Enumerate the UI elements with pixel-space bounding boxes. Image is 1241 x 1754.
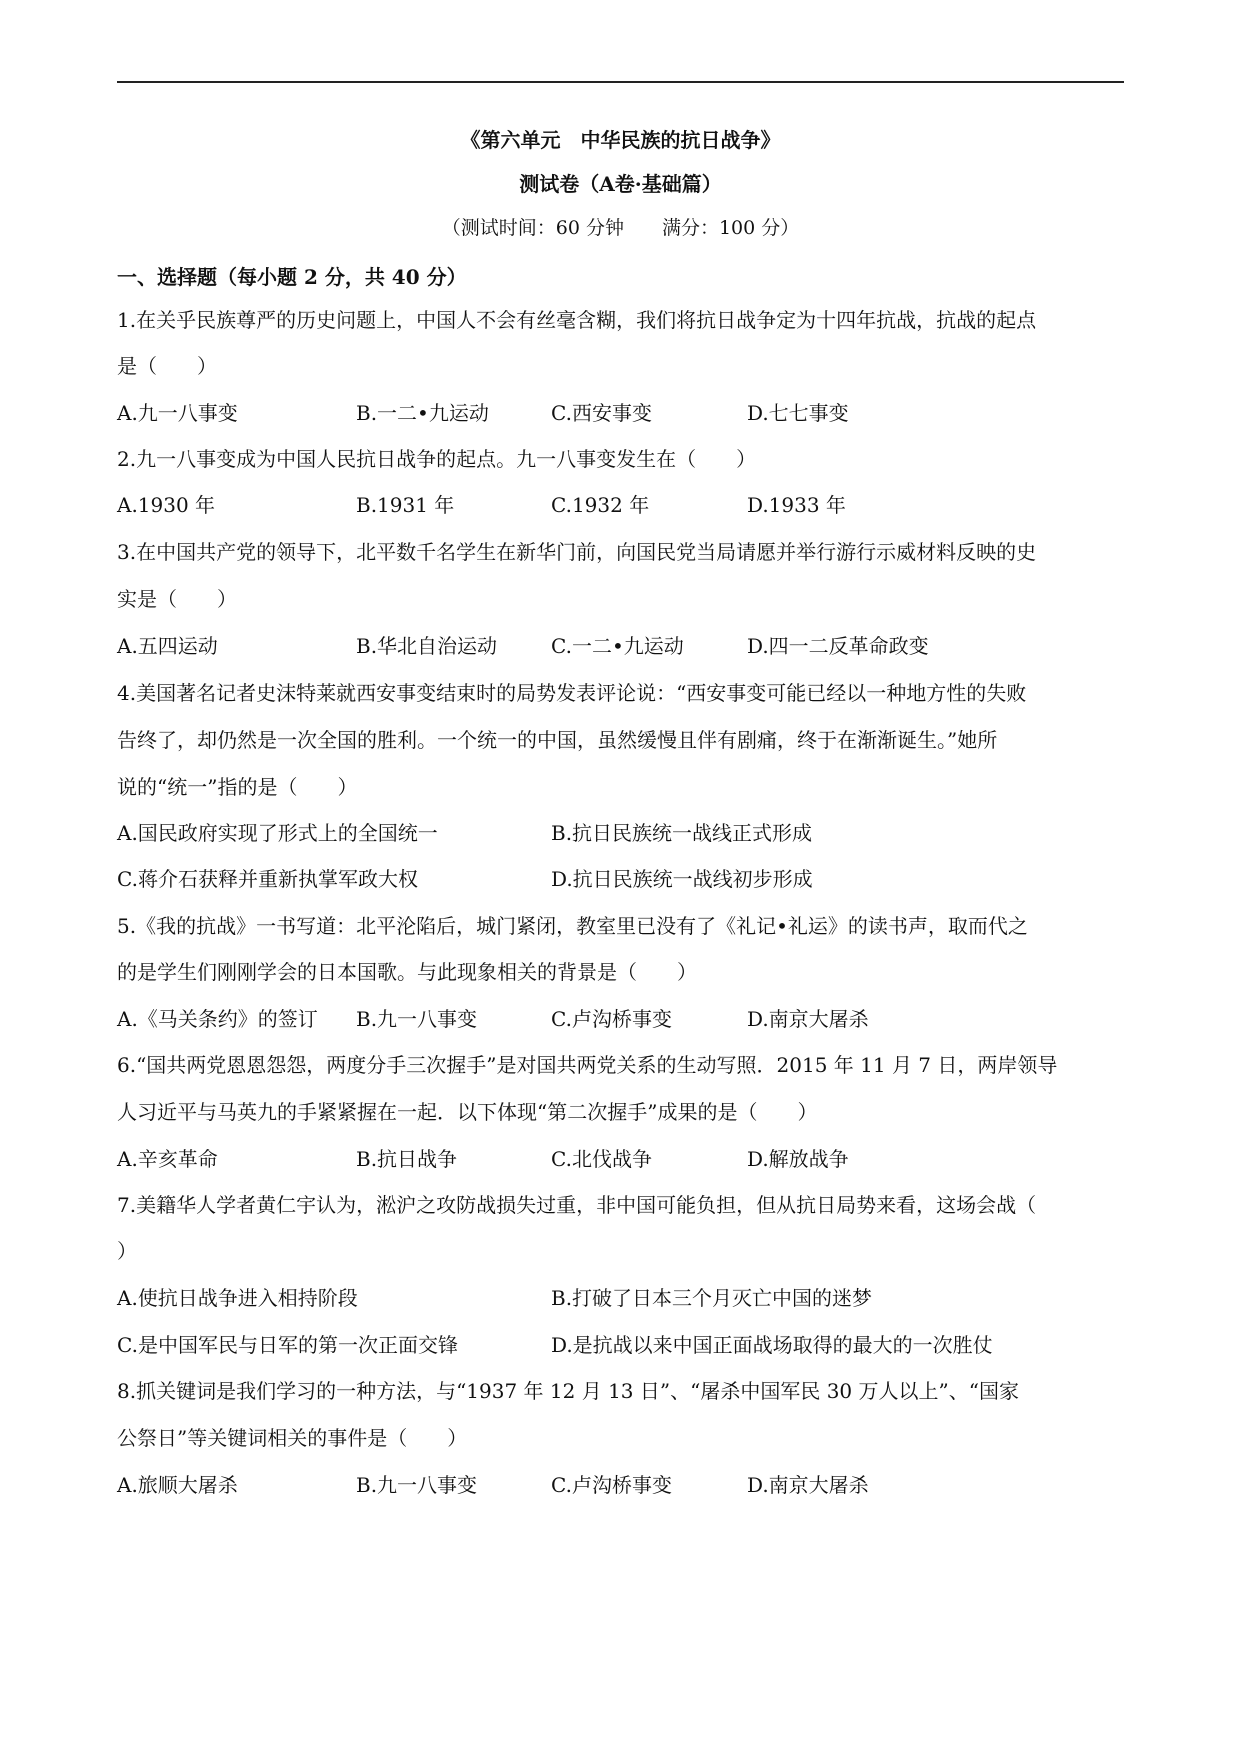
question-2-line-1: 2.九一八事变成为中国人民抗日战争的起点。九一八事变发生在（ ） (117, 447, 757, 471)
question-5-line-2: 的是学生们刚刚学会的日本国歌。与此现象相关的背景是（ ） (117, 960, 697, 984)
q4-option-d: D.抗日民族统一战线初步形成 (551, 867, 813, 891)
question-8-line-1: 8.抓关键词是我们学习的一种方法，与“1937 年 12 月 13 日”、“屠杀中国军民 30 万人以上”、“国家 (117, 1379, 1019, 1403)
question-4-line-1: 4.美国著名记者史沫特莱就西安事变结束时的局势发表评论说：“西安事变可能已经以一种地方性的失败 (117, 681, 1027, 705)
exam-meta: （测试时间：60 分钟 满分：100 分） (441, 217, 800, 239)
top-rule (117, 81, 1124, 83)
question-7-line-1: 7.美籍华人学者黄仁宇认为，淞沪之攻防战损失过重，非中国可能负担，但从抗日局势来看，这场会战（ (117, 1193, 1037, 1217)
q2-option-a: A.1930 年 (117, 493, 216, 517)
q5-option-d: D.南京大屠杀 (747, 1007, 869, 1031)
q7-option-a: A.使抗日战争进入相持阶段 (117, 1286, 358, 1310)
document-title: 《第六单元 中华民族的抗日战争》 (460, 128, 781, 152)
question-1-line-1: 1.在关乎民族尊严的历史问题上，中国人不会有丝毫含糊，我们将抗日战争定为十四年抗战，抗战的起点 (117, 308, 1037, 332)
question-7-line-2: ） (117, 1239, 137, 1263)
q1-option-a: A.九一八事变 (117, 401, 238, 425)
q8-option-d: D.南京大屠杀 (747, 1473, 869, 1497)
q6-option-c: C.北伐战争 (551, 1147, 652, 1171)
q1-option-b: B.一二•九运动 (356, 401, 489, 425)
q6-option-b: B.抗日战争 (356, 1147, 458, 1171)
q1-option-d: D.七七事变 (747, 401, 849, 425)
q3-option-a: A.五四运动 (117, 634, 218, 658)
q2-option-c: C.1932 年 (551, 493, 650, 517)
question-4-line-3: 说的“统一”指的是（ ） (117, 775, 358, 799)
q8-option-a: A.旅顺大屠杀 (117, 1473, 238, 1497)
q4-option-a: A.国民政府实现了形式上的全国统一 (117, 821, 438, 845)
question-8-line-2: 公祭日”等关键词相关的事件是（ ） (117, 1426, 468, 1450)
question-6-line-1: 6.“国共两党恩恩怨怨，两度分手三次握手”是对国共两党关系的生动写照．2015 年 11 月 7 日，两岸领导 (117, 1053, 1058, 1077)
q3-option-c: C.一二•九运动 (551, 634, 684, 658)
question-6-line-2: 人习近平与马英九的手紧紧握在一起．以下体现“第二次握手”成果的是（ ） (117, 1100, 818, 1124)
q7-option-d: D.是抗战以来中国正面战场取得的最大的一次胜仗 (551, 1333, 993, 1357)
q4-option-c: C.蒋介石获释并重新执掌军政大权 (117, 867, 418, 891)
q2-option-d: D.1933 年 (747, 493, 846, 517)
q1-option-c: C.西安事变 (551, 401, 652, 425)
q2-option-b: B.1931 年 (356, 493, 455, 517)
q8-option-c: C.卢沟桥事变 (551, 1473, 672, 1497)
q3-option-d: D.四一二反革命政变 (747, 634, 929, 658)
question-5-line-1: 5.《我的抗战》一书写道：北平沦陷后，城门紧闭，教室里已没有了《礼记•礼运》的读书声，取而代之 (117, 914, 1028, 938)
q6-option-d: D.解放战争 (747, 1147, 849, 1171)
q5-option-b: B.九一八事变 (356, 1007, 478, 1031)
q7-option-b: B.打破了日本三个月灭亡中国的迷梦 (551, 1286, 873, 1310)
q6-option-a: A.辛亥革命 (117, 1147, 218, 1171)
question-4-line-2: 告终了，却仍然是一次全国的胜利。一个统一的中国，虽然缓慢且伴有剧痛，终于在渐渐诞生。”她所 (117, 728, 998, 752)
question-3-line-1: 3.在中国共产党的领导下，北平数千名学生在新华门前，向国民党当局请愿并举行游行示威材料反映的史 (117, 540, 1037, 564)
q3-option-b: B.华北自治运动 (356, 634, 498, 658)
q4-option-b: B.抗日民族统一战线正式形成 (551, 821, 813, 845)
q7-option-c: C.是中国军民与日军的第一次正面交锋 (117, 1333, 458, 1357)
question-1-line-2: 是（ ） (117, 354, 217, 378)
q5-option-a: A.《马关条约》的签订 (117, 1007, 318, 1031)
document-subtitle: 测试卷（A卷·基础篇） (519, 172, 722, 196)
q8-option-b: B.九一八事变 (356, 1473, 478, 1497)
section-heading: 一、选择题（每小题 2 分，共 40 分） (117, 265, 467, 289)
q5-option-c: C.卢沟桥事变 (551, 1007, 672, 1031)
question-3-line-2: 实是（ ） (117, 587, 237, 611)
